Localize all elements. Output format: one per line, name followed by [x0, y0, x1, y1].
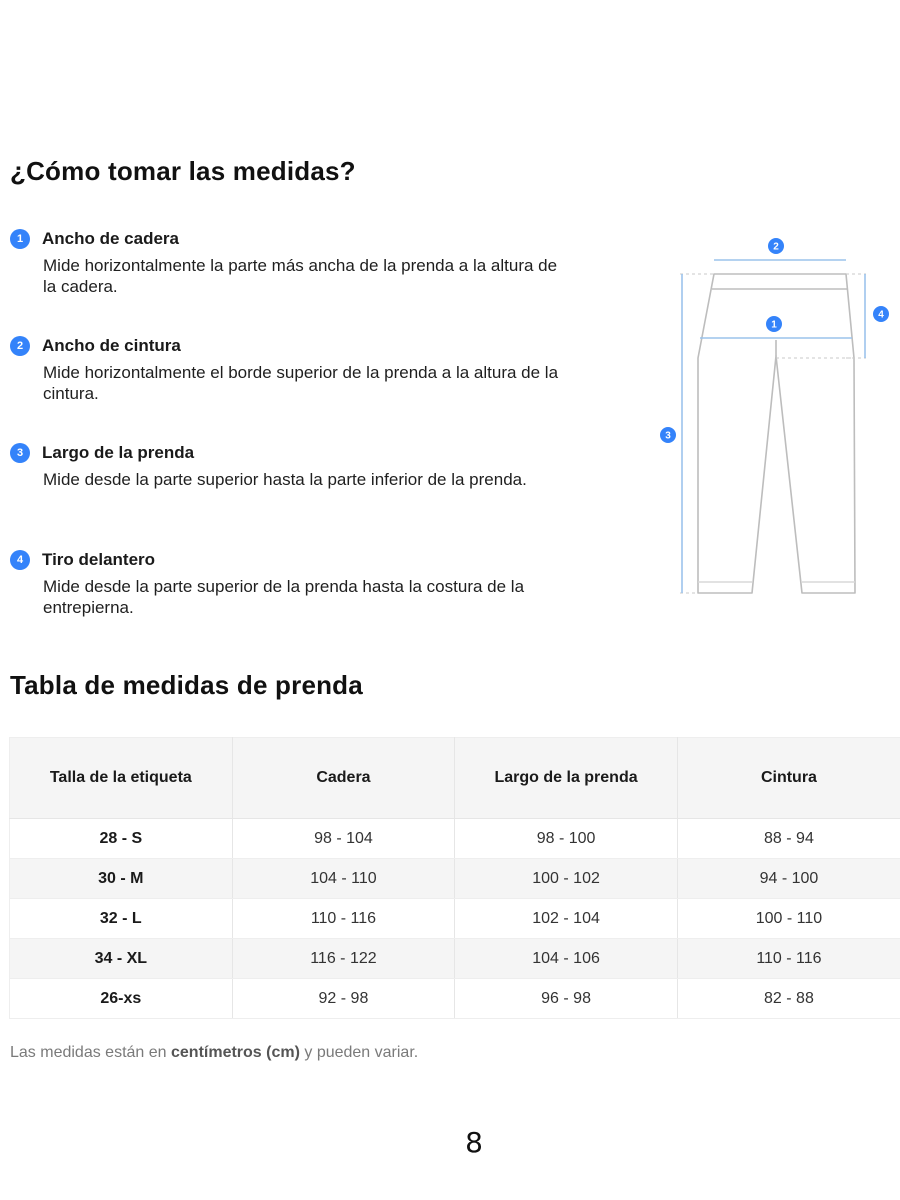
- size-table-title: Tabla de medidas de prenda: [10, 670, 363, 700]
- step-number-badge: 3: [10, 443, 30, 463]
- units-note: [10, 1044, 418, 1062]
- hip-cell: 110 - 116: [232, 899, 455, 939]
- size-cell: 30 - M: [10, 859, 233, 899]
- marker-hip-width: [766, 316, 782, 332]
- table-row: [10, 979, 900, 1019]
- marker-waist-width: [768, 238, 784, 254]
- marker-label: 4: [878, 309, 884, 321]
- table-header-row: [10, 738, 900, 819]
- step-description: Mide horizontalmente el borde superior de la prenda a la altura de la cintura.: [43, 363, 559, 403]
- hip-cell: 104 - 110: [232, 859, 455, 899]
- hip-cell: 92 - 98: [232, 979, 455, 1019]
- marker-label: 3: [665, 430, 671, 442]
- step-front-rise: [10, 548, 570, 618]
- table-row: [10, 859, 900, 899]
- column-header-waist: Cintura: [677, 738, 900, 819]
- pants-measurement-diagram: [648, 228, 900, 608]
- length-cell: 104 - 106: [455, 939, 678, 979]
- size-cell: 26-xs: [10, 979, 233, 1019]
- size-cell: 34 - XL: [10, 939, 233, 979]
- step-title: Tiro delantero: [42, 550, 156, 569]
- marker-label: 2: [773, 241, 779, 253]
- how-to-measure-title: ¿Cómo tomar las medidas?: [10, 156, 356, 186]
- table-row: [10, 899, 900, 939]
- marker-garment-length: [660, 427, 676, 443]
- step-garment-length: [10, 441, 570, 490]
- step-title: Ancho de cintura: [42, 336, 181, 355]
- step-title: Ancho de cadera: [42, 229, 179, 248]
- length-cell: 102 - 104: [455, 899, 678, 939]
- column-header-size-label: Talla de la etiqueta: [10, 738, 233, 819]
- note-suffix: y pueden variar.: [299, 1044, 419, 1061]
- step-description: Mide desde la parte superior hasta la parte inferior de la prenda.: [43, 470, 527, 489]
- waist-cell: 110 - 116: [677, 939, 900, 979]
- note-prefix: Las medidas están en: [10, 1044, 171, 1061]
- table-row: [10, 819, 900, 859]
- step-number-badge: 2: [10, 336, 30, 356]
- step-number-badge: 1: [10, 229, 30, 249]
- step-waist-width: [10, 334, 570, 404]
- note-emphasis: centímetros (cm): [171, 1044, 300, 1061]
- length-cell: 100 - 102: [455, 859, 678, 899]
- marker-front-rise: [873, 306, 889, 322]
- waist-cell: 88 - 94: [677, 819, 900, 859]
- size-cell: 32 - L: [10, 899, 233, 939]
- column-header-hip: Cadera: [232, 738, 455, 819]
- table-row: [10, 939, 900, 979]
- step-number-badge: 4: [10, 550, 30, 570]
- length-cell: 96 - 98: [455, 979, 678, 1019]
- column-header-length: Largo de la prenda: [455, 738, 678, 819]
- length-cell: 98 - 100: [455, 819, 678, 859]
- step-description: Mide horizontalmente la parte más ancha de la prenda a la altura de la cadera.: [43, 256, 558, 296]
- step-hip-width: [10, 227, 570, 297]
- waist-cell: 100 - 110: [677, 899, 900, 939]
- size-cell: 28 - S: [10, 819, 233, 859]
- marker-label: 1: [771, 319, 777, 331]
- size-table: [9, 737, 900, 1019]
- waist-cell: 82 - 88: [677, 979, 900, 1019]
- hip-cell: 116 - 122: [232, 939, 455, 979]
- page-number: 8: [465, 1126, 483, 1159]
- step-description: Mide desde la parte superior de la prenda hasta la costura de la entrepierna.: [43, 577, 525, 617]
- waist-cell: 94 - 100: [677, 859, 900, 899]
- step-title: Largo de la prenda: [42, 443, 195, 462]
- hip-cell: 98 - 104: [232, 819, 455, 859]
